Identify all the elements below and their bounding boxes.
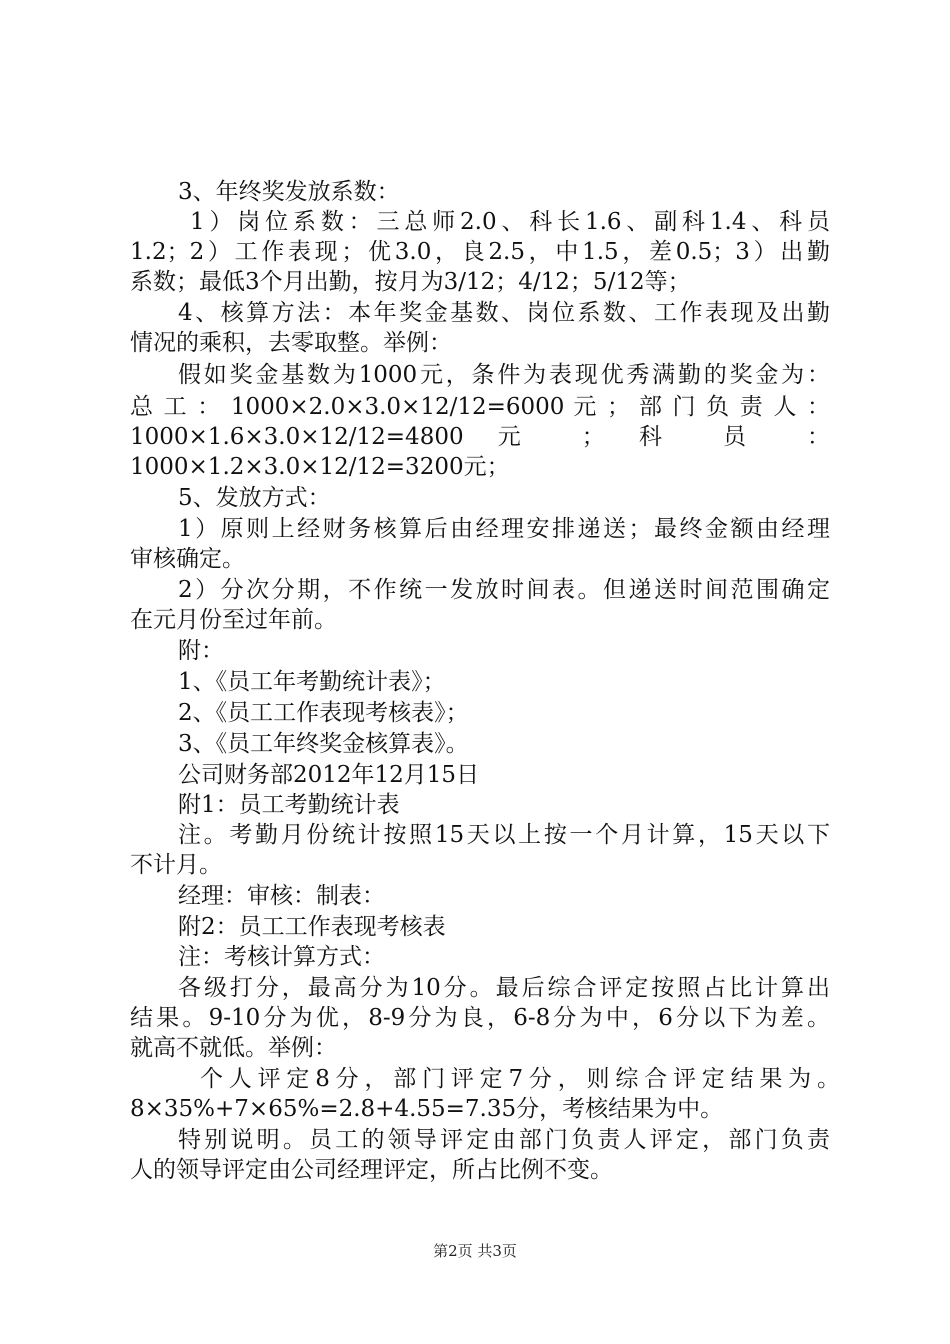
text-line: 就高不就低。举例：	[130, 1035, 337, 1061]
text-line: 各级打分，最高分为10分。最后综合评定按照占比计算出	[178, 975, 830, 1001]
text-line: 8×35%+7×65%=2.8+4.55=7.35分，考核结果为中。	[130, 1096, 724, 1122]
text-line: 1000×1.6×3.0×12/12=4800 元 ； 科 员 ：	[130, 424, 830, 450]
text-line: 2）分次分期，不作统一发放时间表。但递送时间范围确定	[178, 577, 830, 603]
text-line: 总 工 ： 1000×2.0×3.0×12/12=6000 元 ； 部 门 负 责 人 ：	[130, 394, 830, 420]
text-line: 在元月份至过年前。	[130, 607, 337, 633]
text-line: 1000×1.2×3.0×12/12=3200元；	[130, 454, 510, 480]
section-3-heading: 3、年终奖发放系数：	[178, 179, 400, 205]
text-line: 人的领导评定由公司经理评定，所占比例不变。	[130, 1157, 613, 1183]
text-line: 系数；最低3个月出勤，按月为3/12；4/12；5/12等；	[130, 269, 691, 295]
text-line: 情况的乘积，去零取整。举例：	[130, 330, 452, 356]
text-line: 1）岗位系数：三总师2.0、科长1.6、副科1.4、科员	[190, 209, 830, 235]
attachment-2-title: 附2：员工工作表现考核表	[178, 914, 446, 940]
text-line: 注：考核计算方式：	[178, 944, 385, 970]
appendix-item: 3、《员工年终奖金核算表》。	[178, 731, 469, 757]
text-line: 审核确定。	[130, 546, 245, 572]
page-footer: 第2页 共3页	[433, 1242, 517, 1260]
text-line: 假如奖金基数为1000元，条件为表现优秀满勤的奖金为：	[178, 362, 830, 388]
text-line: 注。考勤月份统计按照15天以上按一个月计算，15天以下	[178, 822, 830, 848]
appendix-item: 1、《员工年考勤统计表》；	[178, 669, 446, 695]
section-4-heading: 4、核算方法：本年奖金基数、岗位系数、工作表现及出勤	[178, 300, 830, 326]
sign-off-line: 经理：审核：制表：	[178, 883, 385, 909]
section-5-heading: 5、发放方式：	[178, 485, 331, 511]
appendix-heading: 附：	[178, 638, 224, 664]
appendix-item: 2、《员工工作表现考核表》；	[178, 700, 469, 726]
text-line: 1.2；2）工作表现；优3.0，良2.5，中1.5，差0.5；3）出勤	[130, 239, 830, 265]
text-line: 不计月。	[130, 852, 222, 878]
signature-date: 公司财务部2012年12月15日	[178, 762, 480, 788]
text-line: 1）原则上经财务核算后由经理安排递送；最终金额由经理	[178, 516, 830, 542]
attachment-1-title: 附1：员工考勤统计表	[178, 792, 400, 818]
text-line: 结果。9-10分为优，8-9分为良，6-8分为中，6分以下为差。	[130, 1005, 830, 1031]
text-line: 特别说明。员工的领导评定由部门负责人评定，部门负责	[178, 1127, 830, 1153]
text-line: 个人评定8分，部门评定7分，则综合评定结果为。	[200, 1066, 840, 1092]
